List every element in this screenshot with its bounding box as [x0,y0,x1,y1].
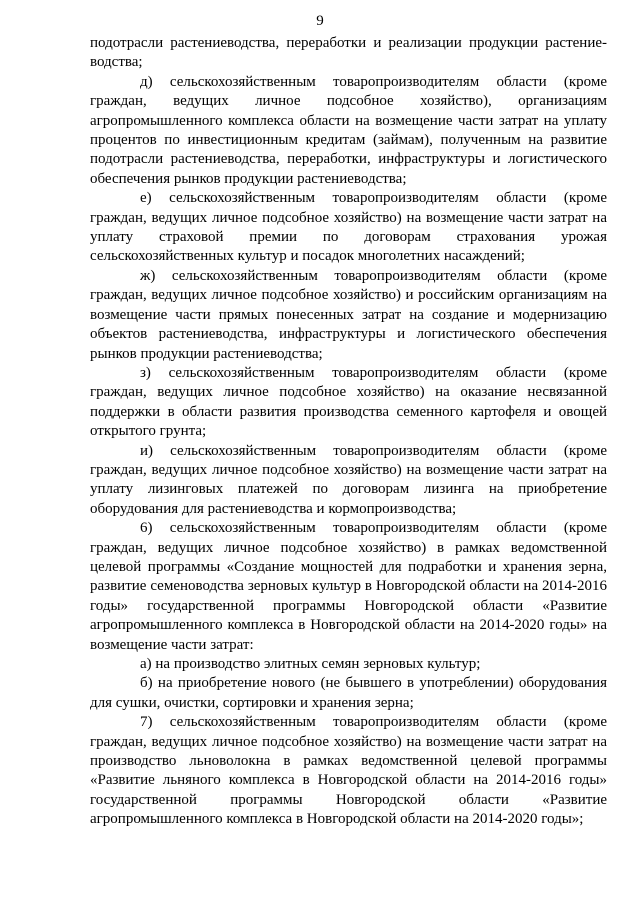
paragraph-item-zh: ж) сельскохозяйственным товаропроизводителям области (кроме граждан, ведущих личное подсобное хозяйство) и российским организациям на возмещение части прямых понесенных затрат на создание и модернизацию объектов растениеводства, инфраструктуры и логистического обеспечения рынков продукции растениеводства; [90,267,607,362]
paragraph-item-d: д) сельскохозяйственным товаропроизводителям области (кроме граждан, ведущих личное подсобное хозяйство), организациям агропромышленного комплекса области на возмещение части затрат на уплату процентов по инвестиционным кредитам (займам), полученным на развитие подотрасли растениеводства, переработки, инфраструктуры и логистического обеспечения рынков продукции растениеводства; [90,73,607,187]
paragraph-subitem-a: а) на производство элитных семян зерновых культур; [140,656,481,672]
paragraph-item-e: е) сельскохозяйственным товаропроизводителям области (кроме граждан, ведущих личное подсобное хозяйство) на возмещение части затрат на уплату страховой премии по договорам страхования урожая сельскохозяйственных культур и посадок многолетних насаждений; [90,190,607,265]
paragraph-item-z: з) сельскохозяйственным товаропроизводителям области (кроме граждан, ведущих личное подсобное хозяйство) на оказание несвязанной поддержки в области развития производства семенного картофеля и овощей открытого грунта; [90,364,607,440]
paragraph-item-6: 6) сельскохозяйственным товаропроизводителям области (кроме граждан, ведущих личное подсобное хозяйство) в рамках ведомственной целевой программы «Создание мощностей для подработки и хранения зерна, развитие семеноводства зерновых культур в Новгородской области на 2014-2016 годы» государственной программы Новгородской области «Развитие агропромышленного комплекса в Новгородской области на 2014-2020 годы» на возмещение части затрат: [90,520,607,653]
paragraph-continuation: подотрасли растениеводства, переработки и реализации продукции растениеводства; [90,35,607,71]
page-number: 9 [316,13,324,29]
paragraph-subitem-b: б) на приобретение нового (не бывшего в употреблении) оборудования для сушки, очистки, сортировки и хранения зерна; [90,675,607,711]
paragraph-item-7: 7) сельскохозяйственным товаропроизводителям области (кроме граждан, ведущих личное подсобное хозяйство) на возмещение части затрат на производство льноволокна в рамках ведомственной целевой программы «Развитие льняного комплекса в Новгородской области на 2014-2016 годы» государственной программы Новгородской области «Развитие агропромышленного комплекса в Новгородской области на 2014-2020 годы»; [90,714,607,828]
document-body [90,34,607,830]
paragraph-item-i: и) сельскохозяйственным товаропроизводителям области (кроме граждан, ведущих личное подсобное хозяйство) на возмещение части затрат на уплату лизинговых платежей по договорам лизинга на приобретение оборудования для растениеводства и кормопроизводства; [90,442,607,517]
